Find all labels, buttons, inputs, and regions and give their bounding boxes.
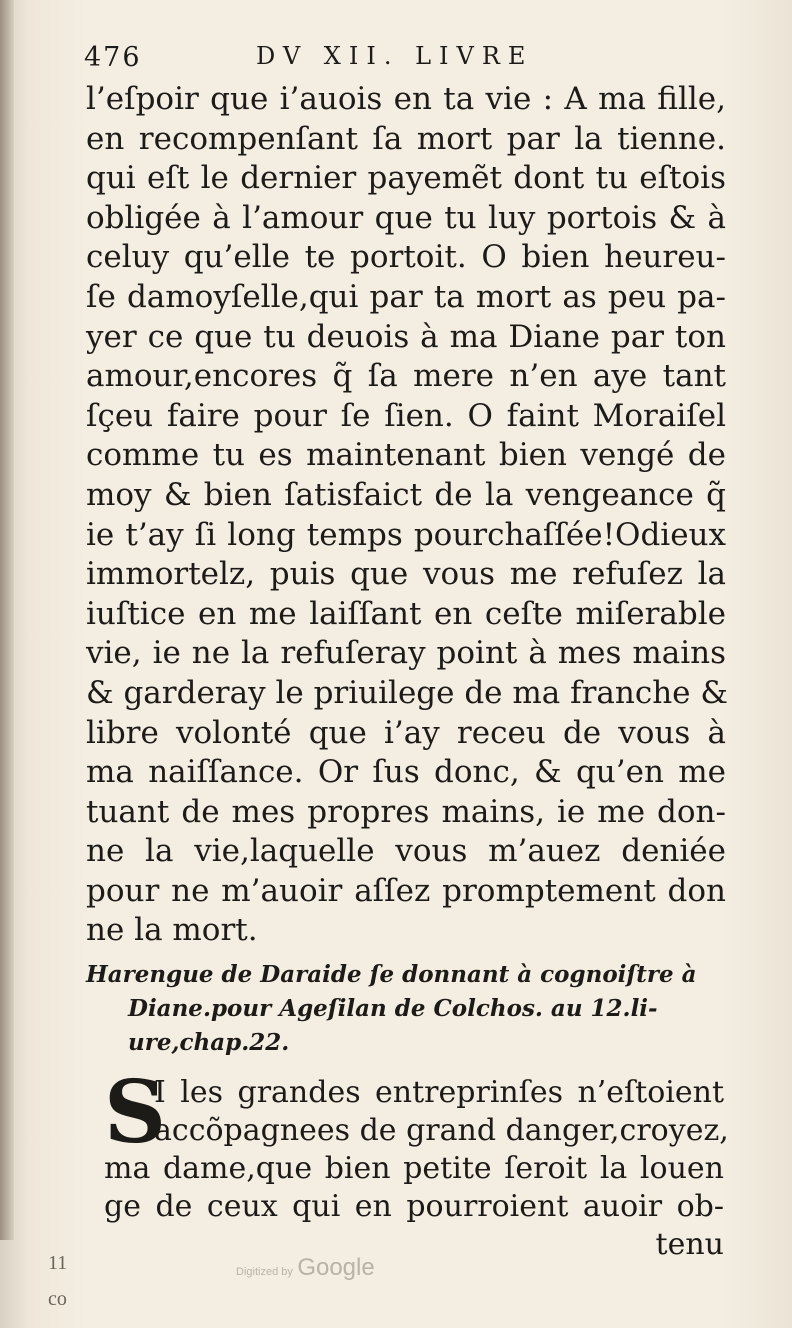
page-number: 476 <box>84 42 142 73</box>
text-line: qui eſt le dernier payemẽt dont tu eſtois <box>86 160 726 197</box>
heading-line: ure,chap.22. <box>128 1029 290 1056</box>
text-line: ma dame,que bien petite ſeroit la louen <box>104 1151 724 1186</box>
text-line: moy & bien ſatisfaict de la vengeance q̃ <box>86 476 726 513</box>
watermark-prefix: Digitized by <box>236 1266 293 1278</box>
text-line: I les grandes entreprinſes n’eſtoient <box>154 1075 724 1110</box>
text-line: en recompenſant ſa mort par la tienne. <box>86 120 726 157</box>
text-line: ſe damoyſelle,qui par ta mort as peu pa- <box>86 278 726 315</box>
text-line: & garderay le priuilege de ma franche & <box>86 674 728 711</box>
text-line: ge de ceux qui en pourroient auoir ob- <box>104 1189 724 1224</box>
text-line: accõpagnees de grand danger,croyez, <box>154 1113 729 1148</box>
text-line: ſçeu faire pour ſe ſien. O faint Moraiſel <box>86 397 726 434</box>
text-line: pour ne m’auoir aſſez promptement don <box>86 872 726 909</box>
text-line: l’eſpoir que i’auois en ta vie : A ma fille, <box>86 81 726 117</box>
text-line: comme tu es maintenant bien vengé de <box>86 437 726 474</box>
text-line: ne la mort. <box>86 912 258 949</box>
page-header <box>84 42 724 82</box>
google-watermark <box>236 1254 406 1284</box>
margin-mark: co <box>48 1288 67 1310</box>
running-head: DV XII. LIVRE <box>256 42 534 70</box>
section-text <box>104 1062 729 1264</box>
text-line: celuy qu’elle te portoit. O bien heureu- <box>86 239 726 276</box>
text-line: iuſtice en me laiſſant en ceſte miſerable <box>86 595 726 632</box>
text-line: obligée à l’amour que tu luy portois & à <box>86 199 726 236</box>
section-heading <box>86 958 736 1060</box>
text-line: tuant de mes propres mains, ie me don- <box>86 793 726 830</box>
heading-line: Diane.pour Ageſilan de Colchos. au 12.li- <box>128 995 658 1022</box>
text-line: ne la vie,laquelle vous m’auez deniée <box>86 833 726 870</box>
text-line: ma naiſſance. Or ſus donc, & qu’en me <box>86 754 726 791</box>
page-gutter-shadow <box>0 0 14 1240</box>
catchword: tenu <box>655 1227 724 1262</box>
text-line: ie t’ay ſi long temps pourchaſſée!Odieux <box>86 516 726 553</box>
body-text <box>86 80 726 951</box>
text-line: immortelz, puis que vous me refuſez la <box>86 556 726 593</box>
text-line: vie, ie ne la refuſeray point à mes mains <box>86 635 726 672</box>
drop-cap: S <box>104 1062 167 1163</box>
heading-line: Harengue de Daraide ſe donnant à cognoiſtre à <box>86 961 697 988</box>
text-line: amour,encores q̃ ſa mere n’en aye tant <box>86 358 726 395</box>
margin-mark: 11 <box>48 1252 68 1274</box>
text-line: libre volonté que i’ay receu de vous à <box>86 714 726 751</box>
text-line: yer ce que tu deuois à ma Diane par ton <box>86 318 726 355</box>
watermark-brand: Google <box>297 1254 375 1281</box>
